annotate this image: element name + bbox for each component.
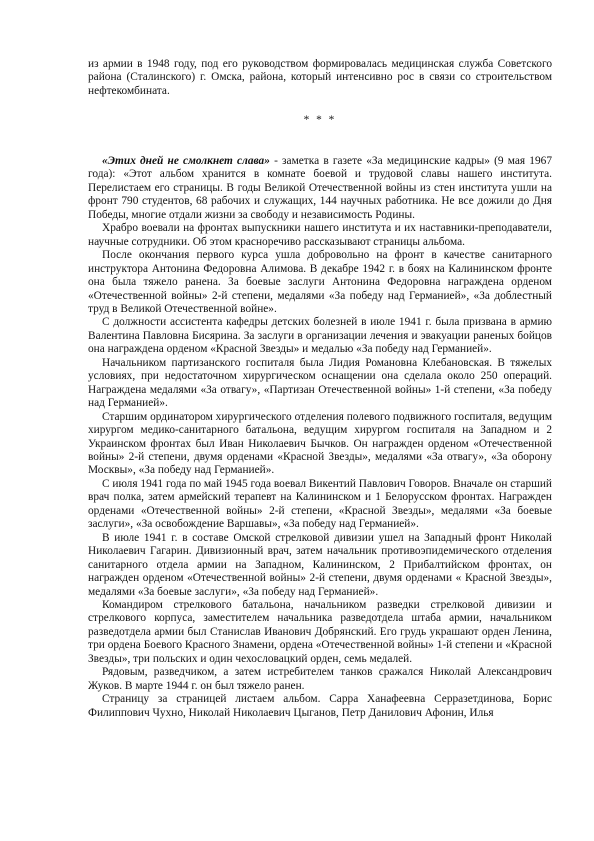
article-paragraph: После окончания первого курса ушла добровольно на фронт в качестве санитарного инструктора Антонина Федоровна Алимова. В декабре 1942 г. в боях на Калининском фронте она была тяжело ранена. За боевые заслуги Антонина Федоровна награждена орденом «Отечественной войны» 2-й степени, медалями «За победу над Германией», «За доблестный труд в Великой Отечественной войне». <box>88 249 552 315</box>
article-block <box>88 155 552 720</box>
article-title: «Этих дней не смолкнет слава» <box>102 155 270 167</box>
article-paragraph: Храбро воевали на фронтах выпускники нашего института и их наставники-преподаватели, научные сотрудники. Об этом красноречиво рассказывают страницы альбома. <box>88 222 552 248</box>
article-paragraph: Начальником партизанского госпиталя была Лидия Романовна Клебановская. В тяжелых условиях, при недостаточном хирургическом оснащении она сделала около 250 операций. Награждена медалями «За отвагу», «Партизан Отечественной войны» 1-й степени, «За победу над Германией». <box>88 356 552 410</box>
article-lead-text: - заметка в газете «За медицинские кадры» (9 мая 1967 года): «Этот альбом хранится в комнате боевой и трудовой славы нашего института. Перелистаем его страницы. В годы Великой Отечественной войны из стен института ушли на фронт 790 студентов, 68 рабочих и служащих, 144 научных работника. Не все дожили до Дня Победы, многие отдали жизни за свободу и независимость Родины. <box>88 155 552 221</box>
article-paragraph: Старшим ординатором хирургического отделения полевого подвижного госпиталя, ведущим хирургом медико-санитарного батальона, ведущим хирургом госпиталя на Западном и 2 Украинском фронтах был Иван Николаевич Бычков. Он награжден орденом «Отечественной войны» 2-й степени, двумя орденами «Красной Звезды», медалями «За отвагу», «За оборону Москвы», «За победу над Германией». <box>88 410 552 477</box>
article-paragraph: С должности ассистента кафедры детских болезней в июле 1941 г. была призвана в армию Валентина Павловна Бисярина. За заслуги в организации лечения и эвакуации раненых бойцов она награждена орденом «Красной Звезды» и медалью «За победу над Германией». <box>88 316 552 356</box>
intro-paragraph: из армии в 1948 году, под его руководством формировалась медицинская служба Советского района (Сталинского) г. Омска, района, который интенсивно рос в связи со строительством нефтекомбината. <box>88 58 552 97</box>
article-paragraph: Командиром стрелкового батальона, начальником разведки стрелковой дивизии и стрелкового корпуса, заместителем начальника разведотдела штаба армии, начальником разведотдела армии был Станислав Иванович Добрянский. Его грудь украшают орден Ленина, три ордена Боевого Красного Знамени, ордена «Отечественной войны» 1-й степени и «Красной Звезды», три польских и один чехословацкий орден, семь медалей. <box>88 598 552 665</box>
article-paragraph: Страницу за страницей листаем альбом. Сарра Ханафеевна Серразетдинова, Борис Филиппович Чухно, Николай Николаевич Цыганов, Петр Данилович Афонин, Илья <box>88 693 552 719</box>
intro-block <box>88 58 552 98</box>
article-paragraph: С июля 1941 года по май 1945 года воевал Викентий Павлович Говоров. Вначале он старший врач полка, затем армейский терапевт на Калининском и 1 Белорусском фронтах. Награжден орденами «Отечественной войны» 2-й степени, «Красной Звезды», медалями «За боевые заслуги», «За освобождение Варшавы», «За победу над Германией». <box>88 477 552 531</box>
article-lead-paragraph <box>88 155 552 222</box>
article-paragraph: В июле 1941 г. в составе Омской стрелковой дивизии ушел на Западный фронт Николай Николаевич Гагарин. Дивизионный врач, затем начальник противоэпидемического отделения санитарного отдела армии на Западном, Калининском, 2 Прибалтийском фронтах, он награжден орденом «Отечественной войны» 2-й степени, двумя орденами « Красной Звезды», медалями «За боевые заслуги», «За победу над Германией». <box>88 531 552 598</box>
article-paragraph: Рядовым, разведчиком, а затем истребителем танков сражался Николай Александрович Жуков. В марте 1944 г. он был тяжело ранен. <box>88 666 552 692</box>
section-separator: * * * <box>303 114 337 126</box>
